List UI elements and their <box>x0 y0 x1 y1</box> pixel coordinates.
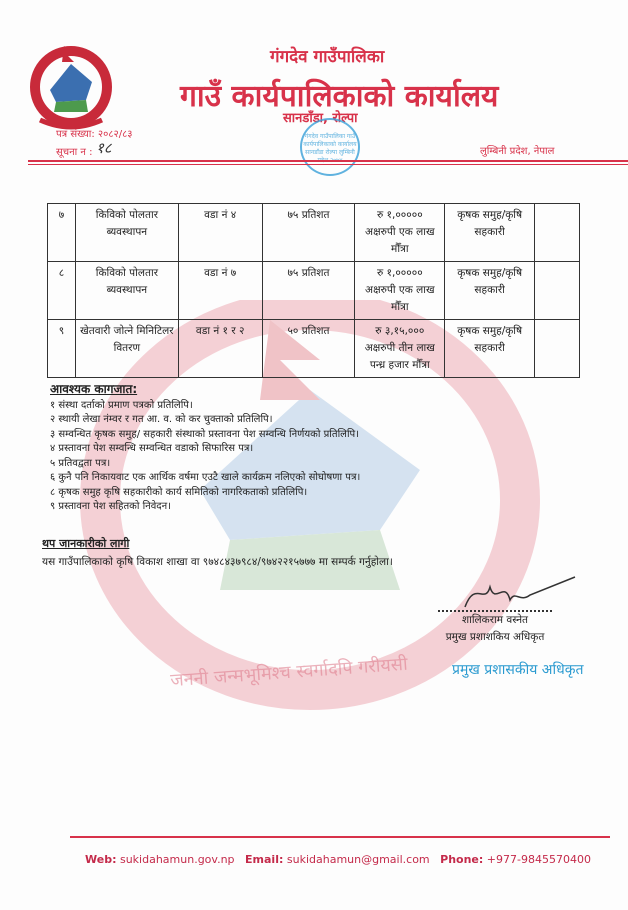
blank-cell <box>535 204 580 262</box>
header-divider-thin <box>28 164 628 165</box>
table-row <box>48 262 580 320</box>
requirement-item: ९ प्रस्तावना पेश सहितको निवेदन। <box>50 501 171 512</box>
serial-number: ९ <box>48 320 76 378</box>
amount-words: अक्षरुपी एक लाख मौँत्रा <box>365 226 435 255</box>
notice-number-label: सूचना न : <box>56 147 93 158</box>
email-link[interactable]: sukidahamun@gmail.com <box>286 853 430 866</box>
program-name: खेतवारी जोत्ने मिनिटिलर वितरण <box>75 320 178 378</box>
web-label: Web: <box>85 853 117 866</box>
amount-figure: रु १,००००० <box>376 267 423 279</box>
required-documents-title: आवश्यक कागजात: <box>50 382 138 396</box>
amount-figure: रु १,००००० <box>376 209 423 221</box>
subsidy-percent: ७५ प्रतिशत <box>262 262 355 320</box>
amount-figure: रु ३,१५,००० <box>375 325 425 337</box>
signature-block <box>430 580 560 646</box>
requirement-item: ५ प्रतिवद्वता पत्र। <box>50 457 111 469</box>
email-label: Email: <box>245 853 284 866</box>
footer-contacts <box>85 853 591 866</box>
serial-number: ८ <box>48 262 76 320</box>
website-link[interactable]: sukidahamun.gov.np <box>119 853 235 866</box>
ward: वडा नं ४ <box>178 204 262 262</box>
watermark-motto: जननी जन्मभूमिश्च स्वर्गादपि गरीयसी <box>169 653 409 692</box>
eligible-group: कृषक समुह/कृषि सहकारी <box>445 262 535 320</box>
header-divider <box>28 160 628 162</box>
ward: वडा नं ७ <box>178 262 262 320</box>
phone-number: +977-9845570400 <box>486 853 591 866</box>
table-row <box>48 320 580 378</box>
municipality-name: गंगदेव गाउँपालिका <box>270 47 385 67</box>
serial-number: ७ <box>48 204 76 262</box>
phone-label: Phone: <box>440 853 484 866</box>
province: लुम्बिनी प्रदेश, नेपाल <box>480 146 555 157</box>
requirement-item: ४ प्रस्तावना पेश सम्वन्धि सम्वन्धित वडाको सिफारिस पत्र। <box>50 443 254 454</box>
requirement-item: ६ कुनै पनि निकायवाट एक आर्थिक वर्षमा एउटै खाले कार्यक्रम नलिएको सोघोषणा पत्र। <box>50 472 361 483</box>
contact-info <box>42 535 393 571</box>
notice-number: १८ <box>96 139 112 157</box>
required-documents <box>50 382 360 515</box>
amount-words: अक्षरुपी एक लाख मौँत्रा <box>365 284 435 313</box>
requirement-item: ३ सम्वन्धित कृषक समुह/ सहकारी संस्थाको प्रस्तावना पेश सम्वन्धि निर्णयको प्रतिलिपि। <box>50 428 360 440</box>
contact-info-title: थप जानकारीको लागी <box>42 537 130 550</box>
blank-cell <box>535 320 580 378</box>
requirement-item: १ संस्था दर्ताको प्रमाण पत्रको प्रतिलिपि। <box>50 399 193 411</box>
amount <box>355 320 445 378</box>
letter-number: पत्र संख्या: २०८२/८३ <box>56 129 133 140</box>
nepal-emblem-logo <box>28 42 114 132</box>
program-name: किविको पोलतार ब्यवस्थापन <box>75 262 178 320</box>
office-stamp: गंगदेव गाउँपालिका गाउँ कार्यपालिकाको कार्यालय सानडाँडा रोल्पा लुम्बिनी <box>300 118 360 176</box>
amount-words: अक्षरुपी तीन लाख पन्ध्र हजार मौँत्रा <box>364 342 435 371</box>
eligible-group: कृषक समुह/कृषि सहकारी <box>445 320 535 378</box>
ward: वडा नं १ र २ <box>178 320 262 378</box>
designation-stamp: प्रमुख प्रशासकीय अधिकृत <box>452 662 584 678</box>
office-title: गाउँ कार्यपालिकाको कार्यालय <box>180 79 499 114</box>
office-location: सानडाँडा, रोल्पा <box>283 111 358 126</box>
signatory-name: शालिकराम वस्नेत <box>461 614 529 626</box>
requirement-item: ८ कृषक समुह कृषि सहकारीको कार्य समितिको नागरिकताको प्रतिलिपि। <box>50 486 308 498</box>
program-table <box>47 203 580 378</box>
subsidy-percent: ७५ प्रतिशत <box>262 204 355 262</box>
table-row <box>48 204 580 262</box>
amount <box>355 262 445 320</box>
footer-divider <box>70 836 610 838</box>
eligible-group: कृषक समुह/कृषि सहकारी <box>445 204 535 262</box>
amount <box>355 204 445 262</box>
program-name: किविको पोलतार ब्यवस्थापन <box>75 204 178 262</box>
signatory-title: प्रमुख प्रशाशकिय अधिकृत <box>445 631 545 643</box>
requirement-item: २ स्थायी लेखा नंम्वर र गत आ. व. को कर चुक्ताको प्रतिलिपि। <box>50 414 273 425</box>
contact-info-text: यस गाउँपालिकाको कृषि विकाश शाखा वा ९७४८४३७९८४/९७४२२१५७७७ मा सम्पर्क गर्नुहोला। <box>42 556 393 568</box>
subsidy-percent: ५० प्रतिशत <box>262 320 355 378</box>
blank-cell <box>535 262 580 320</box>
